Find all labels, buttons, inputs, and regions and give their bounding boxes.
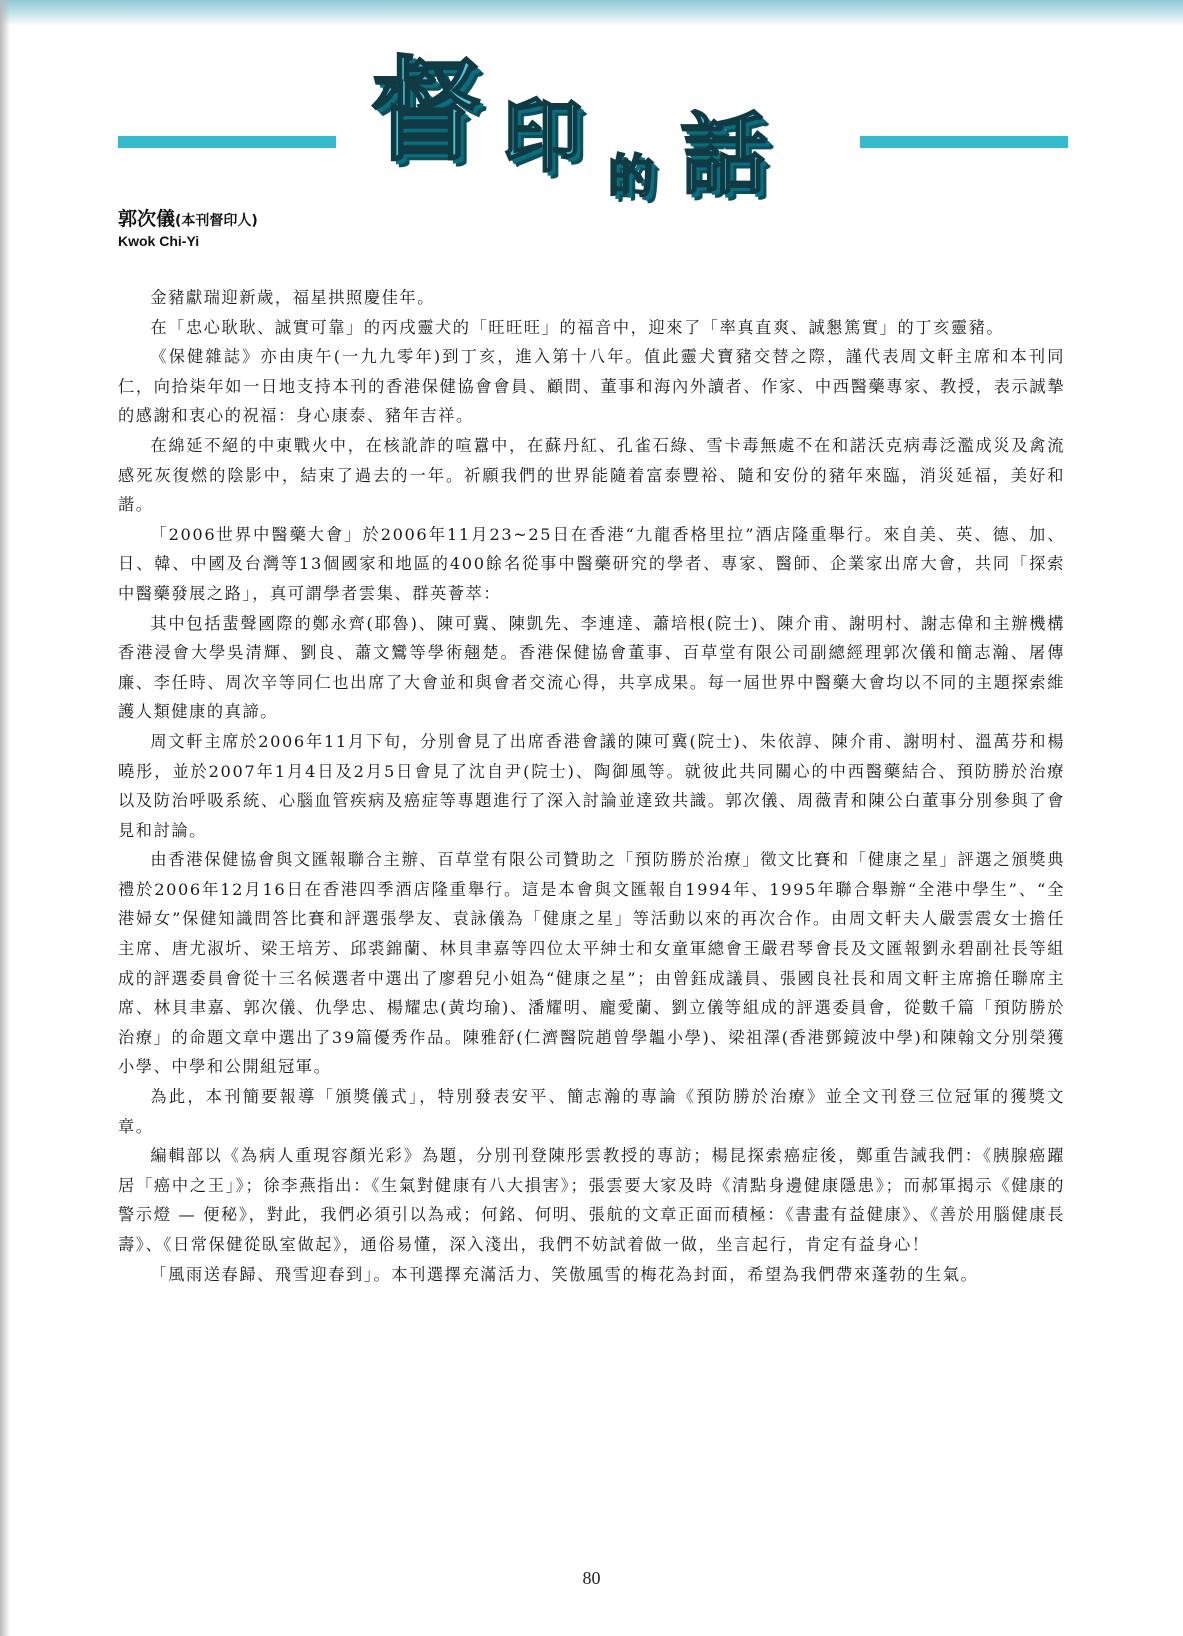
paragraph: 由香港保健協會與文匯報聯合主辦、百草堂有限公司贊助之「預防勝於治療」徵文比賽和「健康之星」評選之頒獎典禮於2006年12月16日在香港四季酒店隆重舉行。這是本會與文匯報自1994年、1995年聯合舉辦“全港中學生”、“全港婦女”保健知識問答比賽和評選張學友、袁詠儀為「健康之星」等活動以來的再次合作。由周文軒夫人嚴雲震女士擔任主席、唐尤淑圻、梁王培芳、邱裘錦蘭、林貝聿嘉等四位太平紳士和女童軍總會王嚴君琴會長及文匯報劉永碧副社長等組成的評選委員會從十三名候選者中選出了廖碧兒小姐為“健康之星”；由曾鈺成議員、張國良社長和周文軒主席擔任聯席主席、林貝聿嘉、郭次儀、仇學忠、楊耀忠(黃均瑜)、潘耀明、龐愛蘭、劉立儀等組成的評選委員會，從數千篇「預防勝於治療」的命題文章中選出了39篇優秀作品。陳雅舒(仁濟醫院趙曾學韞小學)、梁祖澤(香港鄧鏡波中學)和陳翰文分別榮獲小學、中學和公開組冠軍。 [118, 850, 1065, 1077]
title-rule-right [860, 136, 1068, 148]
paragraph: 為此，本刊簡要報導「頒獎儀式」，特別發表安平、簡志瀚的專論《預防勝於治療》並全文刊登三位冠軍的獲獎文章。 [118, 1087, 1065, 1136]
author-role: (本刊督印人) [175, 213, 258, 229]
article-body [118, 283, 1065, 1289]
paragraph: 在「忠心耿耿、誠實可靠」的丙戌靈犬的「旺旺旺」的福音中，迎來了「率真直爽、誠懇篤實」的丁亥靈豬。 [150, 317, 1005, 337]
title-char-3: 的 [608, 149, 654, 203]
scan-edge-left [0, 0, 10, 1636]
page-title [350, 46, 850, 225]
page-number: 80 [582, 1568, 601, 1588]
title-char-4: 話 [680, 103, 769, 206]
paragraph: 其中包括蜚聲國際的鄭永齊(耶魯)、陳可冀、陳凱先、李連達、蕭培根(院士)、陳介甫、謝明村、謝志偉和主辦機構香港浸會大學吳清輝、劉良、蕭文鸞等學術翹楚。香港保健協會董事、百草堂有限公司副總經理郭次儀和簡志瀚、屠傳廉、李任時、周次辛等同仁也出席了大會並和與會者交流心得，共享成果。每一屆世界中醫藥大會均以不同的主題探索維護人類健康的真諦。 [118, 613, 1065, 722]
paragraph: 「2006世界中醫藥大會」於2006年11月23~25日在香港“九龍香格里拉”酒店隆重舉行。來自美、英、德、加、日、韓、中國及台灣等13個國家和地區的400餘名從事中醫藥研究的學者、專家、醫師、企業家出席大會，共同「探索中醫藥發展之路」，真可謂學者雲集、群英薈萃： [118, 524, 1065, 603]
title-char-2: 印 [502, 90, 582, 183]
title-rule-left [118, 136, 336, 148]
paragraph: 編輯部以《為病人重現容顏光彩》為題，分別刊登陳彤雲教授的專訪；楊昆探索癌症後，鄭重告誡我們：《胰腺癌躍居「癌中之王」》；徐李燕指出：《生氣對健康有八大損害》；張雲要大家及時《清點身邊健康隱患》；而郝軍揭示《健康的警示燈 — 便秘》，對此，我們必須引以為戒；何銘、何明、張航的文章正面而積極：《書畫有益健康》、《善於用腦健康長壽》、《日常保健從臥室做起》，通俗易懂，深入淺出，我們不妨試着做一做，坐言起行，肯定有益身心！ [118, 1146, 1065, 1254]
title-char-1: 督 [370, 46, 482, 176]
paragraph: 周文軒主席於2006年11月下旬，分別會見了出席香港會議的陳可冀(院士)、朱依諄、陳介甫、謝明村、溫萬芬和楊曉彤，並於2007年1月4日及2月5日會見了沈自尹(院士)、陶御風等。就彼此共同關心的中西醫藥結合、預防勝於治療以及防治呼吸系統、心腦血管疾病及癌症等專題進行了深入討論並達致共識。郭次儀、周薇青和陳公白董事分別參與了會見和討論。 [118, 731, 1065, 840]
author-name-en: Kwok Chi-Yi [118, 233, 200, 249]
paragraph: 《保健雜誌》亦由庚午(一九九零年)到丁亥，進入第十八年。值此靈犬寶豬交替之際，謹代表周文軒主席和本刊同仁，向拾柒年如一日地支持本刊的香港保健協會會員、顧問、董事和海內外讀者、作家、中西醫藥專家、教授，表示誠摯的感謝和衷心的祝福：身心康泰、豬年吉祥。 [118, 347, 1065, 426]
author-byline [118, 204, 258, 249]
paragraph: 「風雨送春歸、飛雪迎春到」。本刊選擇充滿活力、笑傲風雪的梅花為封面，希望為我們帶來蓬勃的生氣。 [150, 1264, 979, 1284]
scan-edge-top [0, 0, 1183, 26]
paragraph: 在綿延不絕的中東戰火中，在核訛詐的喧囂中，在蘇丹紅、孔雀石綠、雪卡毒無處不在和諾沃克病毒泛濫成災及禽流感死灰復燃的陰影中，結束了過去的一年。祈願我們的世界能隨着富泰豐裕、隨和安份的豬年來臨，消災延福，美好和諧。 [118, 435, 1065, 515]
paragraph: 金豬獻瑞迎新歲，福星拱照慶佳年。 [150, 288, 435, 307]
author-name-zh: 郭次儀 [118, 208, 176, 230]
